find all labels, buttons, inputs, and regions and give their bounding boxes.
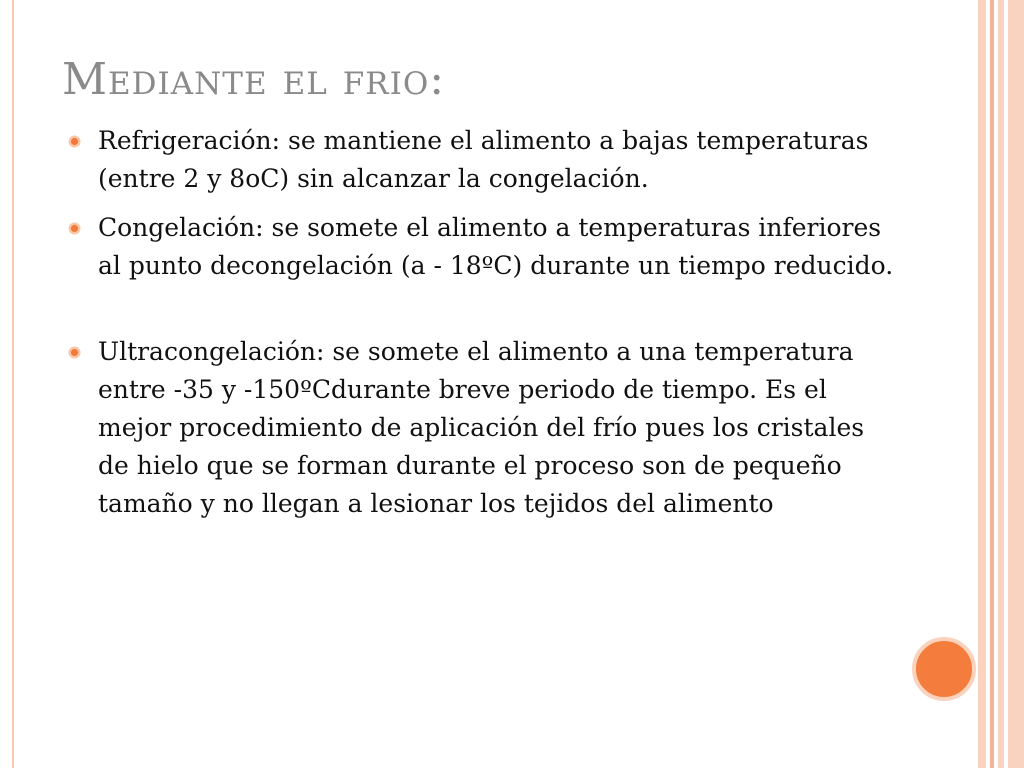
bullet-text: Ultracongelación: se somete el alimento a una temperatura entre -35 y -150ºCdurante breve periodo de tiempo. Es el mejor procedimiento de aplicación del frío pues los cristales de hielo que se forman durante el proceso son de pequeño tamaño y no llegan a lesionar los tejidos del alimento xyxy=(98,337,865,518)
right-stripe-2 xyxy=(990,0,994,768)
bullet-text: Congelación: se somete el alimento a temperaturas inferiores al punto decongelación (a - 18ºC) durante un tiempo reducido. xyxy=(98,213,894,280)
bullet-item-refrigeracion xyxy=(68,122,898,198)
bullet-item-congelacion xyxy=(68,209,898,285)
bullet-list xyxy=(68,122,898,523)
left-frame-line xyxy=(12,0,14,768)
right-stripe-1 xyxy=(978,0,986,768)
orange-ring-bullet-icon xyxy=(68,346,81,359)
orange-ring-bullet-icon xyxy=(68,135,81,148)
bullet-item-ultracongelacion xyxy=(68,333,898,523)
slide-title: Mediante el frio: xyxy=(62,54,446,105)
orange-ring-bullet-icon xyxy=(68,222,81,235)
right-stripe-4 xyxy=(1008,0,1024,768)
right-stripe-3 xyxy=(998,0,1004,768)
orange-circle-icon xyxy=(912,637,976,701)
bullet-text: Refrigeración: se mantiene el alimento a bajas temperaturas (entre 2 y 8oC) sin alcanzar la congelación. xyxy=(98,126,869,193)
